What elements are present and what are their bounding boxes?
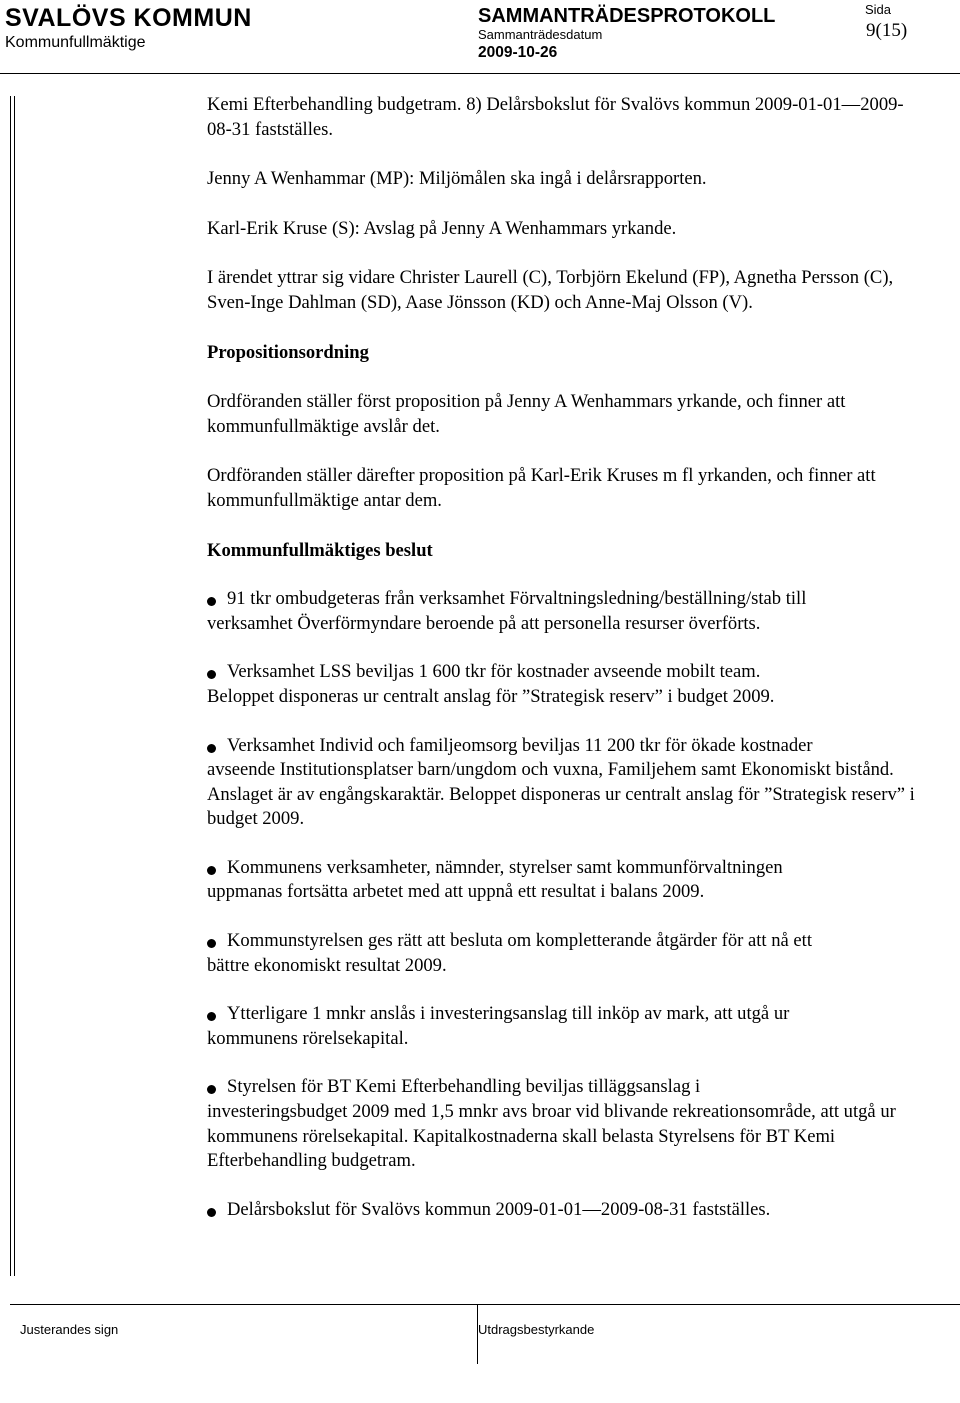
decision-item: Ytterligare 1 mnkr anslås i investeringsanslag till inköp av mark, att utgå ur kommunens rörelsekapital. [207,1003,790,1049]
bullet-icon [207,939,216,948]
page-label: Sida [865,2,892,17]
header-rule [0,73,960,74]
decision-item: Styrelsen för BT Kemi Efterbehandling beviljas tilläggsanslag i investeringsbudget 2009 med 1,5 mnkr avs broar vid blivande rekreationsområde, att utgå ur kommunens rörelsekapital. Kapitalkostnaderna skall belasta Styrelsens för BT Kemi Efterbehandling budgetram. [207,1076,896,1172]
bullet-icon [207,1208,216,1217]
meeting-date: 2009-10-26 [478,44,558,61]
paragraph: Kemi Efterbehandling budgetram. 8) Delårsbokslut för Svalövs kommun 2009-01-01—2009-08-31 fastställes. [207,94,904,140]
section-heading: Propositionsordning [207,341,369,363]
page-header [0,0,960,80]
paragraph: Jenny A Wenhammar (MP): Miljömålen ska ingå i delårsrapporten. [207,168,707,190]
bullet-icon [207,866,216,875]
meeting-date-label: Sammanträdesdatum [478,27,603,42]
document-title: SAMMANTRÄDESPROTOKOLL [478,5,776,27]
paragraph: I ärendet yttrar sig vidare Christer Laurell (C), Torbjörn Ekelund (FP), Agnetha Persson (C), Sven-Inge Dahlman (SD), Aase Jönsson (KD) och Anne-Maj Olsson (V). [207,267,894,313]
margin-line-outer [10,96,11,1276]
certification-label: Utdragsbestyrkande [478,1322,595,1337]
footer-rule [10,1304,960,1305]
decision-item: Verksamhet LSS beviljas 1 600 tkr för kostnader avseende mobilt team. Beloppet disponeras ur centralt anslag för ”Strategisk reserv” i budget 2009. [207,661,775,707]
document-body [207,93,927,1222]
page-number: 9(15) [866,20,908,41]
decision-item: Kommunens verksamheter, nämnder, styrelser samt kommunförvaltningen uppmanas fortsätta arbetet med att uppnå ett resultat i balans 2009. [207,856,783,903]
decision-item: Delårsbokslut för Svalövs kommun 2009-01-01—2009-08-31 fastställes. [207,1198,927,1223]
section-heading: Kommunfullmäktiges beslut [207,539,433,561]
decision-item: 91 tkr ombudgeteras från verksamhet Förvaltningsledning/beställning/stab till verksamhet Överförmyndare beroende på att personella resurser överförts. [207,588,807,634]
decision-item: Kommunstyrelsen ges rätt att besluta om kompletterande åtgärder för att nå ett bättre ekonomiskt resultat 2009. [207,930,812,976]
bullet-icon [207,744,216,753]
paragraph: Karl-Erik Kruse (S): Avslag på Jenny A Wenhammars yrkande. [207,217,677,239]
decision-item: Verksamhet Individ och familjeomsorg beviljas 11 200 tkr för ökade kostnader avseende Institutionsplatser barn/ungdom och vuxna, Familjehem samt Ekonomiskt bistånd. Anslaget är av engångskaraktär. Beloppet disponeras ur centralt anslag för ”Strategisk reserv” i budget 2009. [207,734,915,830]
signature-label: Justerandes sign [20,1322,119,1337]
paragraph: Ordföranden ställer först proposition på Jenny A Wenhammars yrkande, och finner att kommunfullmäktige avslår det. [207,391,846,437]
margin-line-inner [14,96,15,1276]
paragraph: Ordföranden ställer därefter proposition på Karl-Erik Kruses m fl yrkanden, och finner att kommunfullmäktige antar dem. [207,465,876,511]
organization-body: Kommunfullmäktige [5,34,146,51]
organization-name: SVALÖVS KOMMUN [5,4,252,32]
